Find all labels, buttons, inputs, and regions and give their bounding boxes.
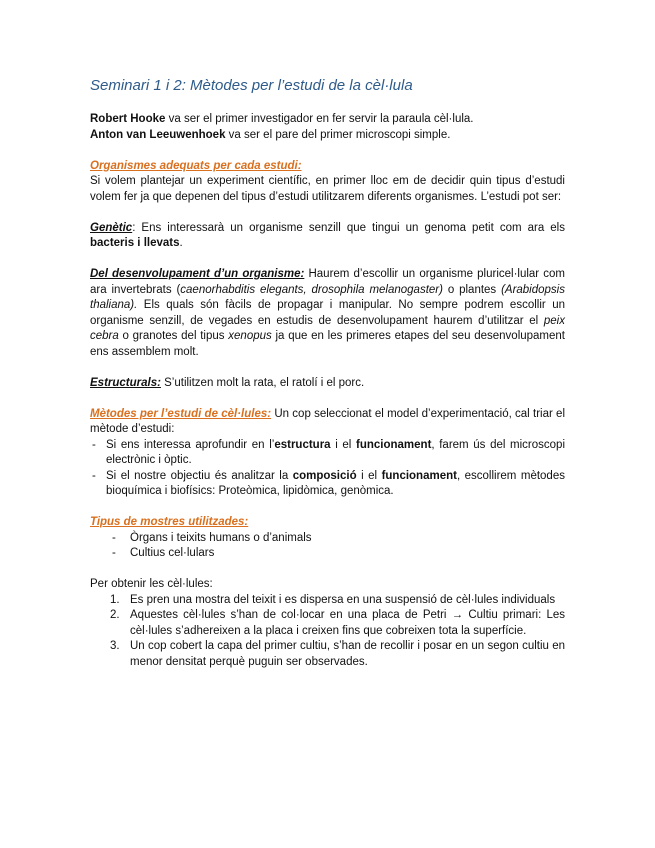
section-heading-mostres: Tipus de mostres utilitzades:	[90, 516, 249, 528]
paragraph-obtenir: Per obtenir les cèl·lules:	[90, 578, 213, 590]
term-label: Del desenvolupament d’un organisme:	[90, 268, 305, 280]
list-item: - Òrgans i teixits humans o d’animals	[90, 531, 565, 547]
mostres-list	[90, 531, 565, 562]
metodes-list	[90, 438, 565, 500]
section-heading-metodes: Mètodes per l’estudi de cèl·lules:	[90, 407, 272, 420]
obtenir-steps-list	[90, 593, 565, 671]
paragraph-metodes: Mètodes per l’estudi de cèl·lules: Un cop seleccionat el model d’experimentació, cal triar el mètode d’estudi:	[90, 407, 566, 435]
list-item: - Cultius cel·lulars	[90, 546, 565, 562]
list-item: - Si el nostre objectiu és analitzar la composició i el funcionament, escollirem mètodes bioquímica i biofísics: Proteòmica, lipidòmica, genòmica.	[90, 469, 565, 500]
paragraph-genetic: Genètic: Ens interessarà un organisme senzill que tingui un genoma petit com ara els bacteris i llevats.	[90, 221, 565, 249]
list-item: 1. Es pren una mostra del teixit i es dispersa en una suspensió de cèl·lules individuals	[110, 593, 556, 606]
list-item: 2. Aquestes cèl·lules s’han de col·locar en una placa de Petri → Cultiu primari: Les cèl·lules s’adhereixen a la placa i creixen fins que cobreixen tota la superfície.	[110, 609, 565, 637]
paragraph-desenvolupament: Del desenvolupament d’un organisme: Haurem d’escollir un organisme pluricel·lular com ara invertebrats (caenorhabditis elegants, drosophila melanogaster) o plantes (Arabidopsis thaliana). Els quals són fàcils de propagar i manipular. No sempre podrem escollir un organisme senzill, de vegades en estudis de desenvolupament haurem d’utilitzar el peix cebra o granotes del tipus xenopus ja que en les primeres etapes del seu desenvolupament ens assemblem molt.	[90, 268, 565, 358]
document-body	[90, 112, 565, 670]
page-title: Seminari 1 i 2: Mètodes per l’estudi de la cèl·lula	[90, 77, 413, 94]
paragraph-estructurals: Estructurals: S’utilitzen molt la rata, el ratolí i el porc.	[90, 376, 365, 389]
term-label: Estructurals:	[90, 376, 161, 389]
list-item: - Si ens interessa aprofundir en l’estructura i el funcionament, farem ús del microscopi electrònic i òptic.	[90, 438, 565, 469]
section-heading-organismes: Organismes adequats per cada estudi:	[90, 159, 302, 172]
person-name: Anton van Leeuwenhoek	[90, 128, 226, 141]
intro-line-leeuwenhoek: Anton van Leeuwenhoek va ser el pare del primer microscopi simple.	[90, 128, 451, 141]
paragraph-organismes: Si volem plantejar un experiment científic, en primer lloc em de decidir quin tipus d’estudi volem fer ja que depenen del tipus d’estudi utilitzarem diferents organismes. L’estudi pot ser:	[90, 175, 565, 203]
person-name: Robert Hooke	[90, 113, 166, 125]
term-label: Genètic	[90, 221, 133, 234]
list-item: 3. Un cop cobert la capa del primer cultiu, s’han de recollir i posar en un segon cultiu en menor densitat perquè puguin ser observades.	[110, 640, 565, 668]
intro-line-hooke: Robert Hooke va ser el primer investigador en fer servir la paraula cèl·lula.	[90, 113, 474, 125]
